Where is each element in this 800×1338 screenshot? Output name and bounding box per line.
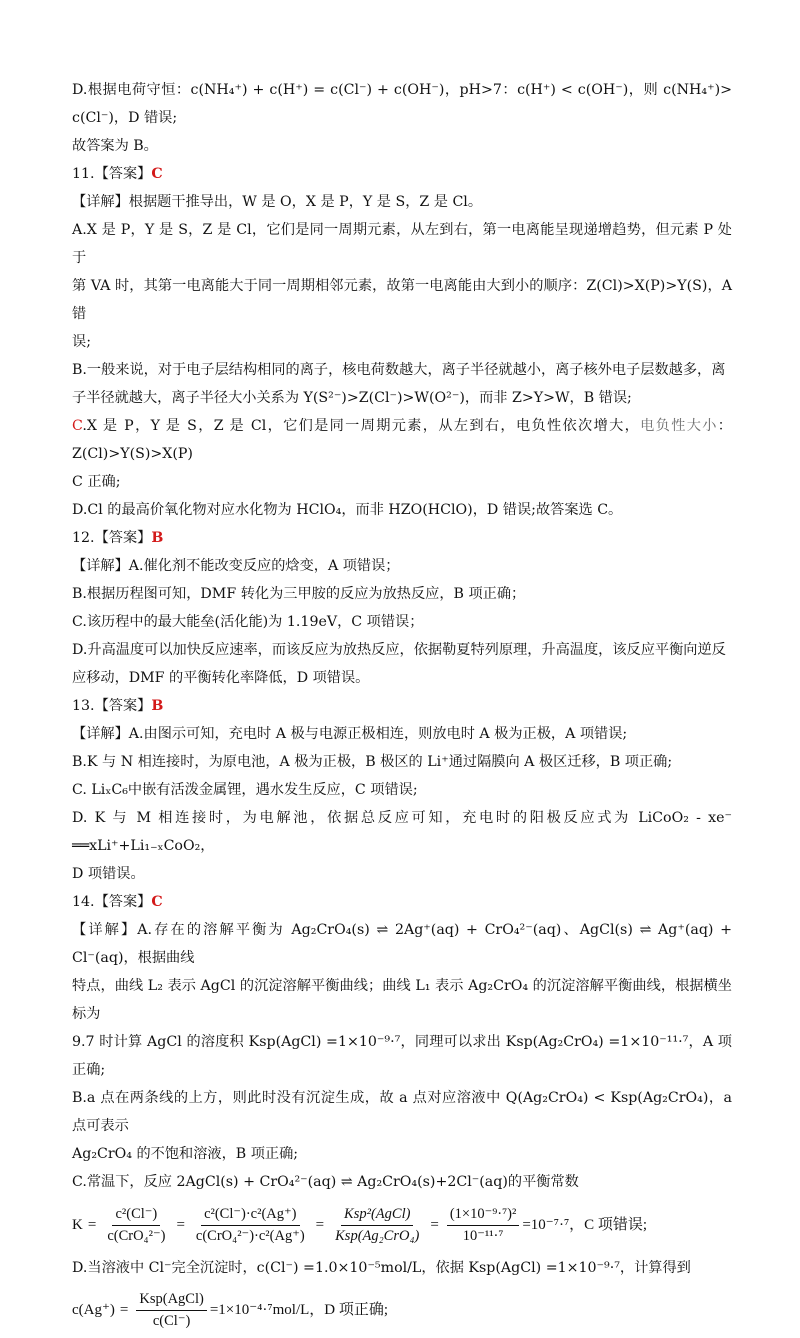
q11-c-line1 bbox=[72, 412, 732, 468]
eq1-fraction-1 bbox=[104, 1205, 168, 1246]
q14-d-line1: D.当溶液中 Cl⁻完全沉淀时，c(Cl⁻) =1.0×10⁻⁵mol/L，依据 Ksp(AgCl) =1×10⁻⁹·⁷，计算得到 bbox=[72, 1260, 691, 1276]
q13-b: B.K 与 N 相连接时，为原电池，A 极为正极，B 极区的 Li⁺通过隔膜向 A 极区迁移，B 项正确; bbox=[72, 754, 673, 770]
eq2-fraction bbox=[136, 1290, 206, 1331]
q12-b: B.根据历程图可知，DMF 转化为三甲胺的反应为放热反应，B 项正确； bbox=[72, 586, 526, 602]
q11-c-text: .X 是 P，Y 是 S，Z 是 Cl，它们是同一周期元素，从左到右，电负性依次增大， bbox=[82, 418, 641, 434]
eq1-f2-numerator: c²(Cl⁻)·c²(Ag⁺) bbox=[201, 1205, 299, 1226]
q11-b-line1: B.一般来说，对于电子层结构相同的离子，核电荷数越大，离子半径就越小，离子核外电子层数越多，离 bbox=[72, 362, 726, 378]
eq1-f3-denominator: Ksp(Ag₂CrO₄) bbox=[335, 1227, 420, 1244]
q11-a-line2: 第 VA 时，其第一电离能大于同一周期相邻元素，故第一电离能由大到小的顺序：Z(Cl)>X(P)>Y(S)，A 错 bbox=[72, 278, 732, 322]
q14-answer: C bbox=[151, 894, 163, 910]
eq1-f2-denominator: c(CrO₄²⁻)·c²(Ag⁺) bbox=[195, 1227, 305, 1244]
q14-c-line1: C.常温下，反应 2AgCl(s) + CrO₄²⁻(aq) ⇌ Ag₂CrO₄(s)+2Cl⁻(aq)的平衡常数 bbox=[72, 1174, 579, 1190]
eq1-fraction-3 bbox=[332, 1205, 422, 1246]
eq1-f4-denominator: 10⁻¹¹·⁷ bbox=[462, 1227, 504, 1244]
q10-option-d: D.根据电荷守恒：c(NH₄⁺) + c(H⁺) = c(Cl⁻) + c(OH⁻)，pH>7：c(H⁺) < c(OH⁻)，则 c(NH₄⁺)> c(Cl⁻)，D 错误; bbox=[72, 82, 732, 126]
q12-d-line1: D.升高温度可以加快反应速率，而该反应为放热反应，依据勒夏特列原理，升高温度，该反应平衡向逆反 bbox=[72, 642, 726, 658]
q14-answer-heading bbox=[72, 888, 732, 916]
q13-d-line2: D 项错误。 bbox=[72, 866, 145, 882]
eq2-numerator: Ksp(AgCl) bbox=[136, 1290, 206, 1311]
q14-b-line1: B.a 点在两条线的上方，则此时没有沉淀生成，故 a 点对应溶液中 Q(Ag₂CrO₄) < Ksp(Ag₂CrO₄)，a 点可表示 bbox=[72, 1090, 732, 1134]
answer-page bbox=[72, 76, 732, 1338]
eq2-result: =1×10⁻⁴·⁷mol/L，D 项正确; bbox=[209, 1302, 389, 1318]
q13-d-line1: D. K 与 M 相连接时，为电解池，依据总反应可知，充电时的阳极反应式为 LiCoO₂ - xe⁻ ══xLi⁺+Li₁₋ₓCoO₂， bbox=[72, 810, 732, 854]
eq1-lhs: K bbox=[72, 1217, 83, 1233]
eq1-result: =10⁻⁷·⁷，C 项错误; bbox=[522, 1217, 648, 1233]
eq1-fraction-2 bbox=[193, 1205, 308, 1246]
q14-b-line2: Ag₂CrO₄ 的不饱和溶液，B 项正确; bbox=[72, 1146, 299, 1162]
eq2-denominator: c(Cl⁻) bbox=[152, 1312, 191, 1329]
eq1-f1-denominator: c(CrO₄²⁻) bbox=[107, 1227, 166, 1244]
q14-a-line2: 特点，曲线 L₂ 表示 AgCl 的沉淀溶解平衡曲线；曲线 L₁ 表示 Ag₂CrO₄ 的沉淀溶解平衡曲线，根据横坐标为 bbox=[72, 978, 732, 1022]
q11-b-line2: 子半径就越大，离子半径大小关系为 Y(S²⁻)>Z(Cl⁻)>W(O²⁻)，而非 Z>Y>W，B 错误; bbox=[72, 390, 632, 406]
q13-number: 13.【答案】 bbox=[72, 698, 152, 714]
q13-a: 【详解】A.由图示可知，充电时 A 极与电源正极相连，则放电时 A 极为正极，A 项错误; bbox=[72, 726, 628, 742]
q11-answer-heading bbox=[72, 160, 732, 188]
eq1-equals-2: = bbox=[176, 1217, 185, 1233]
eq1-equals-4: = bbox=[430, 1217, 439, 1233]
eq1-f3-numerator: Ksp²(AgCl) bbox=[341, 1205, 413, 1226]
q11-d-line1: D.Cl 的最高价氧化物对应水化物为 HClO₄，而非 HZO(HClO)，D 错误;故答案选 C。 bbox=[72, 502, 623, 518]
eq1-f4-numerator: (1×10⁻⁹·⁷)² bbox=[447, 1205, 520, 1226]
eq1-f1-numerator: c²(Cl⁻) bbox=[112, 1205, 160, 1226]
q14-a-line1: 【详解】A.存在的溶解平衡为 Ag₂CrO₄(s) ⇌ 2Ag⁺(aq) + CrO₄²⁻(aq)、AgCl(s) ⇌ Ag⁺(aq) + Cl⁻(aq)，根据曲线 bbox=[72, 922, 732, 966]
q12-d-line2: 应移动，DMF 的平衡转化率降低，D 项错误。 bbox=[72, 670, 370, 686]
q11-number: 11.【答案】 bbox=[72, 166, 152, 182]
q11-c-line2: C 正确; bbox=[72, 474, 121, 490]
q11-answer: C bbox=[151, 166, 163, 182]
eq2-equals: = bbox=[119, 1302, 129, 1318]
silver-ion-equation bbox=[72, 1284, 732, 1336]
q10-conclusion: 故答案为 B。 bbox=[72, 138, 158, 154]
q14-number: 14.【答案】 bbox=[72, 894, 152, 910]
q11-a-line3: 误; bbox=[72, 334, 91, 350]
q12-answer-heading bbox=[72, 524, 732, 552]
q12-c: C.该历程中的最大能垒(活化能)为 1.19eV，C 项错误； bbox=[72, 614, 424, 630]
eq1-equals-1: = bbox=[87, 1217, 97, 1233]
equilibrium-constant-equation bbox=[72, 1198, 732, 1252]
q13-c: C. LiₓC₆中嵌有活泼金属锂，遇水发生反应，C 项错误; bbox=[72, 782, 418, 798]
q11-c-letter: C bbox=[72, 418, 83, 434]
q14-a-line3: 9.7 时计算 AgCl 的溶度积 Ksp(AgCl) =1×10⁻⁹·⁷，同理可以求出 Ksp(Ag₂CrO₄) =1×10⁻¹¹·⁷，A 项正确; bbox=[72, 1034, 732, 1078]
eq1-equals-3: = bbox=[315, 1217, 325, 1233]
q13-answer-heading bbox=[72, 692, 732, 720]
q11-c-end: ：Z(Cl)>Y(S)>X(P) bbox=[72, 418, 732, 462]
q12-answer: B bbox=[151, 530, 164, 546]
eq2-lhs: c(Ag⁺) bbox=[72, 1302, 115, 1318]
q12-number: 12.【答案】 bbox=[72, 530, 152, 546]
q13-answer: B bbox=[151, 698, 164, 714]
q11-c-gray-text: 电负性大小 bbox=[640, 418, 718, 434]
q11-detail: 【详解】根据题干推导出，W 是 O，X 是 P，Y 是 S，Z 是 Cl。 bbox=[72, 194, 483, 210]
q12-a: 【详解】A.催化剂不能改变反应的焓变，A 项错误； bbox=[72, 558, 400, 574]
eq1-fraction-4 bbox=[447, 1205, 520, 1246]
q11-a-line1: A.X 是 P，Y 是 S，Z 是 Cl，它们是同一周期元素，从左到右，第一电离能呈现递增趋势，但元素 P 处于 bbox=[72, 222, 732, 266]
